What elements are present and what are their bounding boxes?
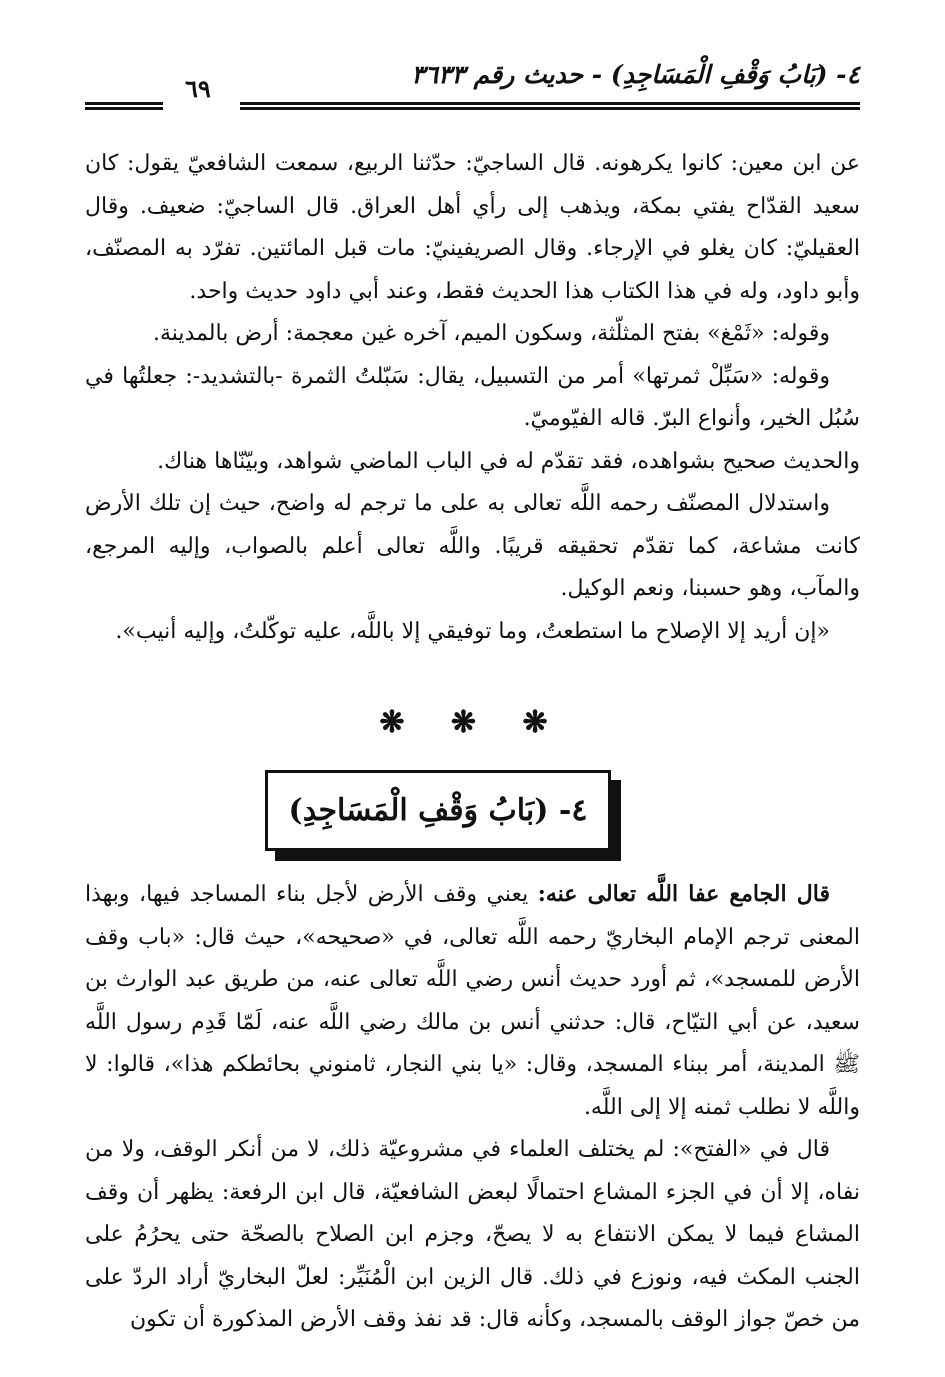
- paragraph: والحديث صحيح بشواهده، فقد تقدّم له في الباب الماضي شواهد، وبيّنّاها هناك.: [157, 448, 860, 474]
- quote-paragraph: «إن أريد إلا الإصلاح ما استطعتُ، وما توفيقي إلا باللَّه، عليه توكّلتُ، وإليه أنيب».: [115, 618, 830, 644]
- chapter-heading-box: [265, 770, 611, 851]
- paragraph: وقوله: «ثَمْغ» بفتح المثلّثة، وسكون الميم، آخره غين معجمة: أرض بالمدينة.: [152, 321, 830, 346]
- paragraph: قال في «الفتح»: لم يختلف العلماء في مشروعيّة ذلك، لا من أنكر الوقف، ولا من نفاه، إلا أن في الجزء المشاع احتمالًا لبعض الشافعيّة، قال ابن الرفعة: يظهر أن وقف المشاع فيما لا يمكن الانتفاع به لا يصحّ، وجزم ابن الصلاح بالصحّة حتى يحرُمُ على الجنب المكث فيه، ونوزع في ذلك. قال الزين ابن الْمُنَيِّر: لعلّ البخاريّ أراد الردّ على من خصّ جواز الوقف بالمسجد، وكأنه قال: قد نفذ وقف الأرض المذكورة أن تكون: [85, 1137, 860, 1332]
- chapter-title: ٤- (بَابُ وَقْفِ الْمَسَاجِدِ): [288, 793, 588, 828]
- section-separator: ❋ ❋ ❋: [379, 705, 566, 740]
- header-rule: [85, 102, 163, 105]
- author-lead: قال الجامع عفا اللَّه تعالى عنه:: [537, 881, 830, 907]
- paragraph-text: يعني وقف الأرض لأجل بناء المساجد فيها، وبهذا المعنى ترجم الإمام البخاريّ رحمه اللَّه تعالى، في «صحيحه»، حيث قال: «باب وقف الأرض للمسجد»، ثم أورد حديث أنس رضي اللَّه تعالى عنه، من طريق عبد الوارث بن سعيد، عن أبي التيّاح، قال: حدثني أنس بن مالك رضي اللَّه عنه، لَمّا قَدِم رسول اللَّه ﷺ المدينة، أمر ببناء المسجد، وقال: «يا بني النجار، ثامنوني بحائطكم هذا»، قالوا: لا واللَّه لا نطلب ثمنه إلا إلى اللَّه.: [85, 882, 860, 1120]
- header-rule: [240, 107, 860, 110]
- header-rule: [240, 102, 860, 105]
- header-rule: [85, 107, 163, 110]
- paragraph: واستدلال المصنّف رحمه اللَّه تعالى به على ما ترجم له واضح، حيث إن تلك الأرض كانت مشاعة، كما تقدّم تحقيقه قريبًا. واللَّه تعالى أعلم بالصواب، وإليه المرجع، والمآب، وهو حسبنا، ونعم الوكيل.: [85, 491, 860, 601]
- paragraph: عن ابن معين: كانوا يكرهونه. قال الساجيّ: حدّثنا الربيع، سمعت الشافعيّ يقول: كان سعيد القدّاح يفتي بمكة، ويذهب إلى رأي أهل العراق. قال الساجيّ: ضعيف. وقال العقيليّ: كان يغلو في الإرجاء. وقال الصريفينيّ: مات قبل المائتين. تفرّد به المصنّف، وأبو داود، وله في هذا الكتاب هذا الحديث فقط، وعند أبي داود حديث واحد.: [85, 151, 860, 304]
- paragraph: [85, 873, 860, 1129]
- running-header: [85, 60, 860, 110]
- header-title: ٤- (بَابُ وَقْفِ الْمَسَاجِدِ) - حديث رقم ٣٦٣٣: [411, 60, 860, 89]
- body-text-top: [85, 143, 860, 653]
- page-number: ٦٩: [185, 74, 211, 103]
- body-text-bottom: [85, 873, 860, 1342]
- paragraph: وقوله: «سَبِّلْ ثمرتها» أمر من التسبيل، يقال: سَبّلتُ الثمرة -بالتشديد-: جعلتُها في سُبُل الخير، وأنواع البرّ. قاله الفيّوميّ.: [85, 363, 860, 431]
